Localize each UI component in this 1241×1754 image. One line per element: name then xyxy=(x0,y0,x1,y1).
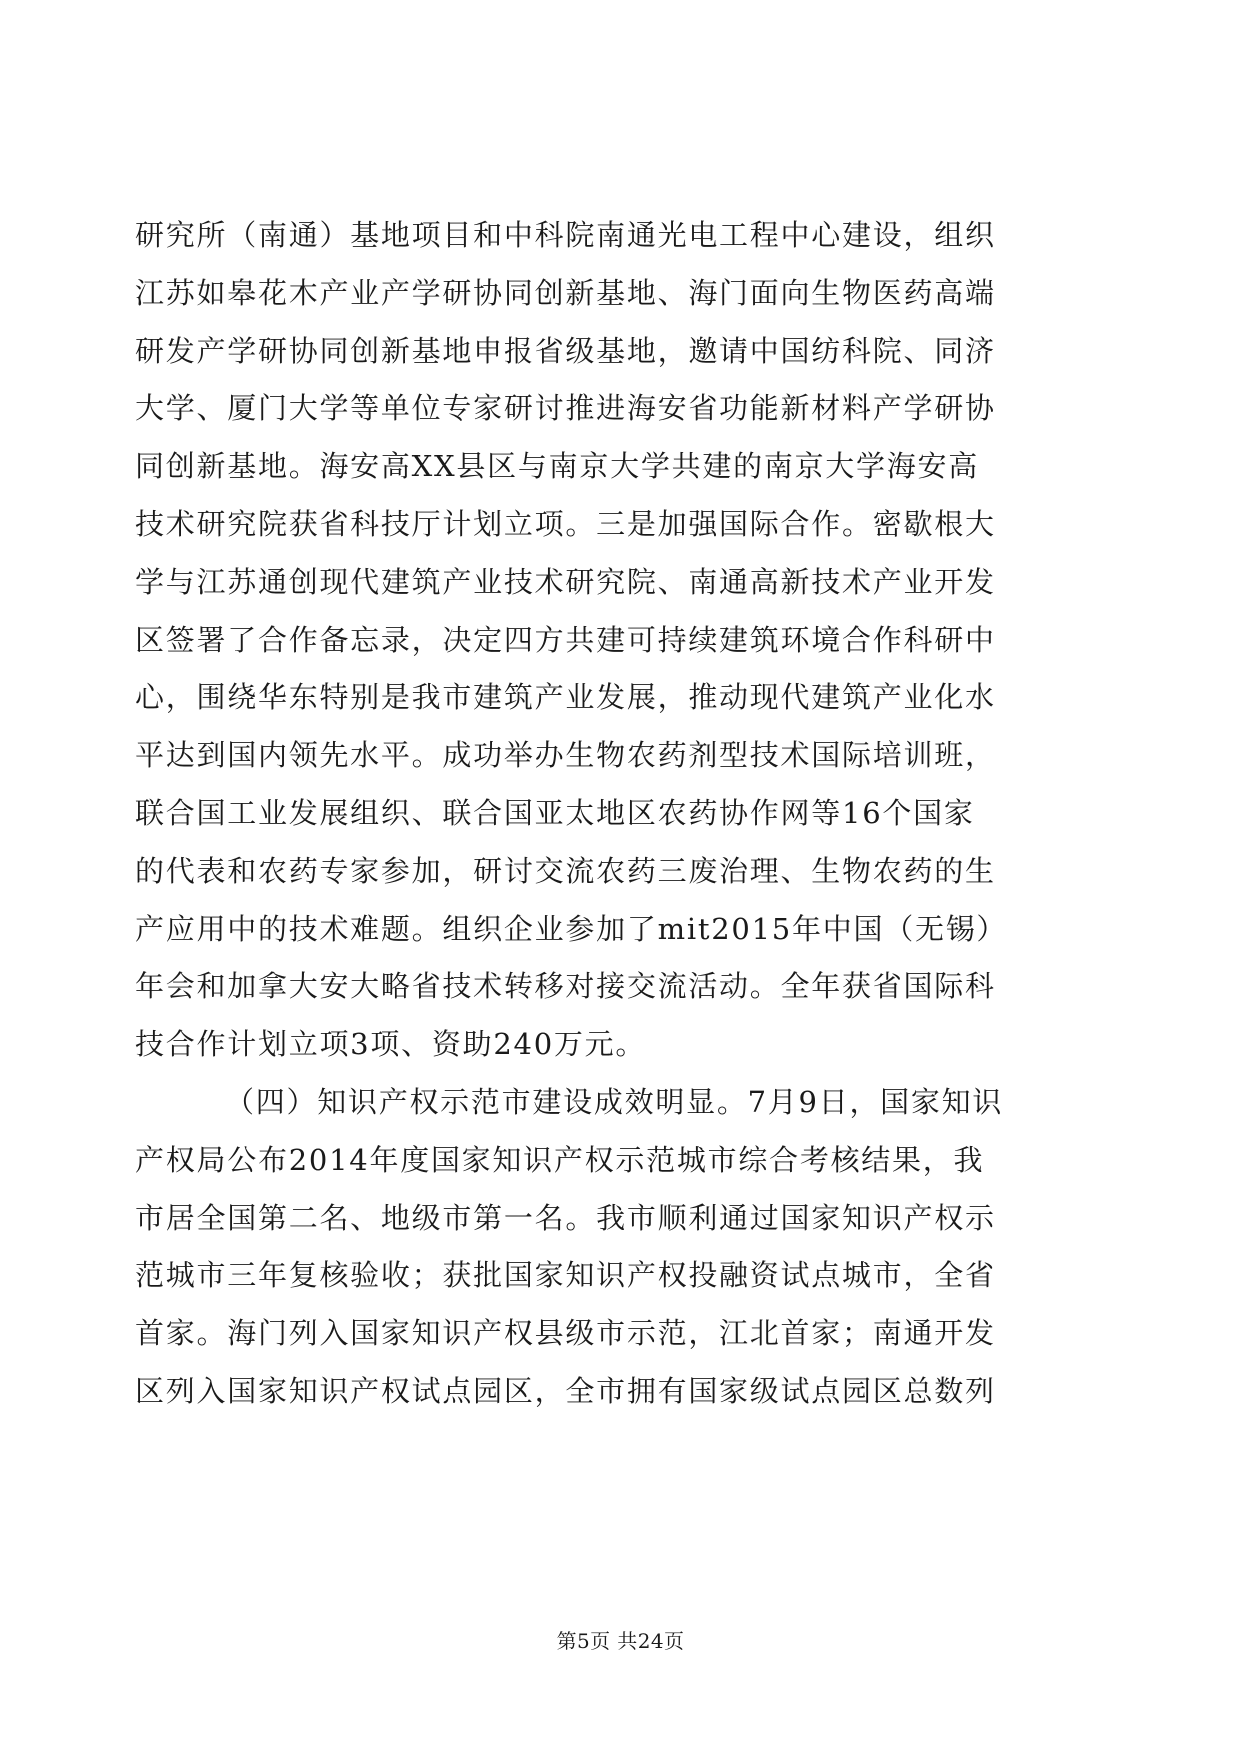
text-line: 年会和加拿大安大略省技术转移对接交流活动。全年获省国际科 xyxy=(135,969,996,1004)
text-line: 的代表和农药专家参加，研讨交流农药三废治理、生物农药的生 xyxy=(135,853,996,888)
text-line: 产应用中的技术难题。组织企业参加了mit2015年中国（无锡） xyxy=(135,911,1008,946)
document-body xyxy=(135,207,1085,1421)
text-line: 技合作计划立项3项、资助240万元。 xyxy=(135,1027,647,1062)
text-line: 江苏如皋花木产业产学研协同创新基地、海门面向生物医药高端 xyxy=(135,275,996,310)
text-line: 范城市三年复核验收；获批国家知识产权投融资试点城市，全省 xyxy=(135,1258,996,1293)
text-line: 市居全国第二名、地级市第一名。我市顺利通过国家知识产权示 xyxy=(135,1200,996,1235)
text-line: 同创新基地。海安高XX县区与南京大学共建的南京大学海安高 xyxy=(135,449,980,484)
section-heading-line: （四）知识产权示范市建设成效明显。7月9日，国家知识 xyxy=(225,1084,1004,1119)
text-line: 研究所（南通）基地项目和中科院南通光电工程中心建设，组织 xyxy=(135,218,996,252)
text-line: 心，围绕华东特别是我市建筑产业发展，推动现代建筑产业化水 xyxy=(135,680,996,715)
text-line: 平达到国内领先水平。成功举办生物农药剂型技术国际培训班， xyxy=(135,738,996,773)
text-line: 研发产学研协同创新基地申报省级基地，邀请中国纺科院、同济 xyxy=(135,333,996,368)
text-line: 大学、厦门大学等单位专家研讨推进海安省功能新材料产学研协 xyxy=(135,391,996,426)
text-line: 区列入国家知识产权试点园区，全市拥有国家级试点园区总数列 xyxy=(135,1373,996,1408)
text-line: 首家。海门列入国家知识产权县级市示范，江北首家；南通开发 xyxy=(135,1316,996,1351)
text-line: 学与江苏通创现代建筑产业技术研究院、南通高新技术产业开发 xyxy=(135,564,996,599)
text-line: 联合国工业发展组织、联合国亚太地区农药协作网等16个国家 xyxy=(135,795,975,830)
text-line: 区签署了合作备忘录，决定四方共建可持续建筑环境合作科研中 xyxy=(135,622,996,657)
text-line: 产权局公布2014年度国家知识产权示范城市综合考核结果，我 xyxy=(135,1142,985,1177)
page-number-footer: 第5页 共24页 xyxy=(556,1629,685,1653)
text-line: 技术研究院获省科技厅计划立项。三是加强国际合作。密歇根大 xyxy=(135,506,996,541)
